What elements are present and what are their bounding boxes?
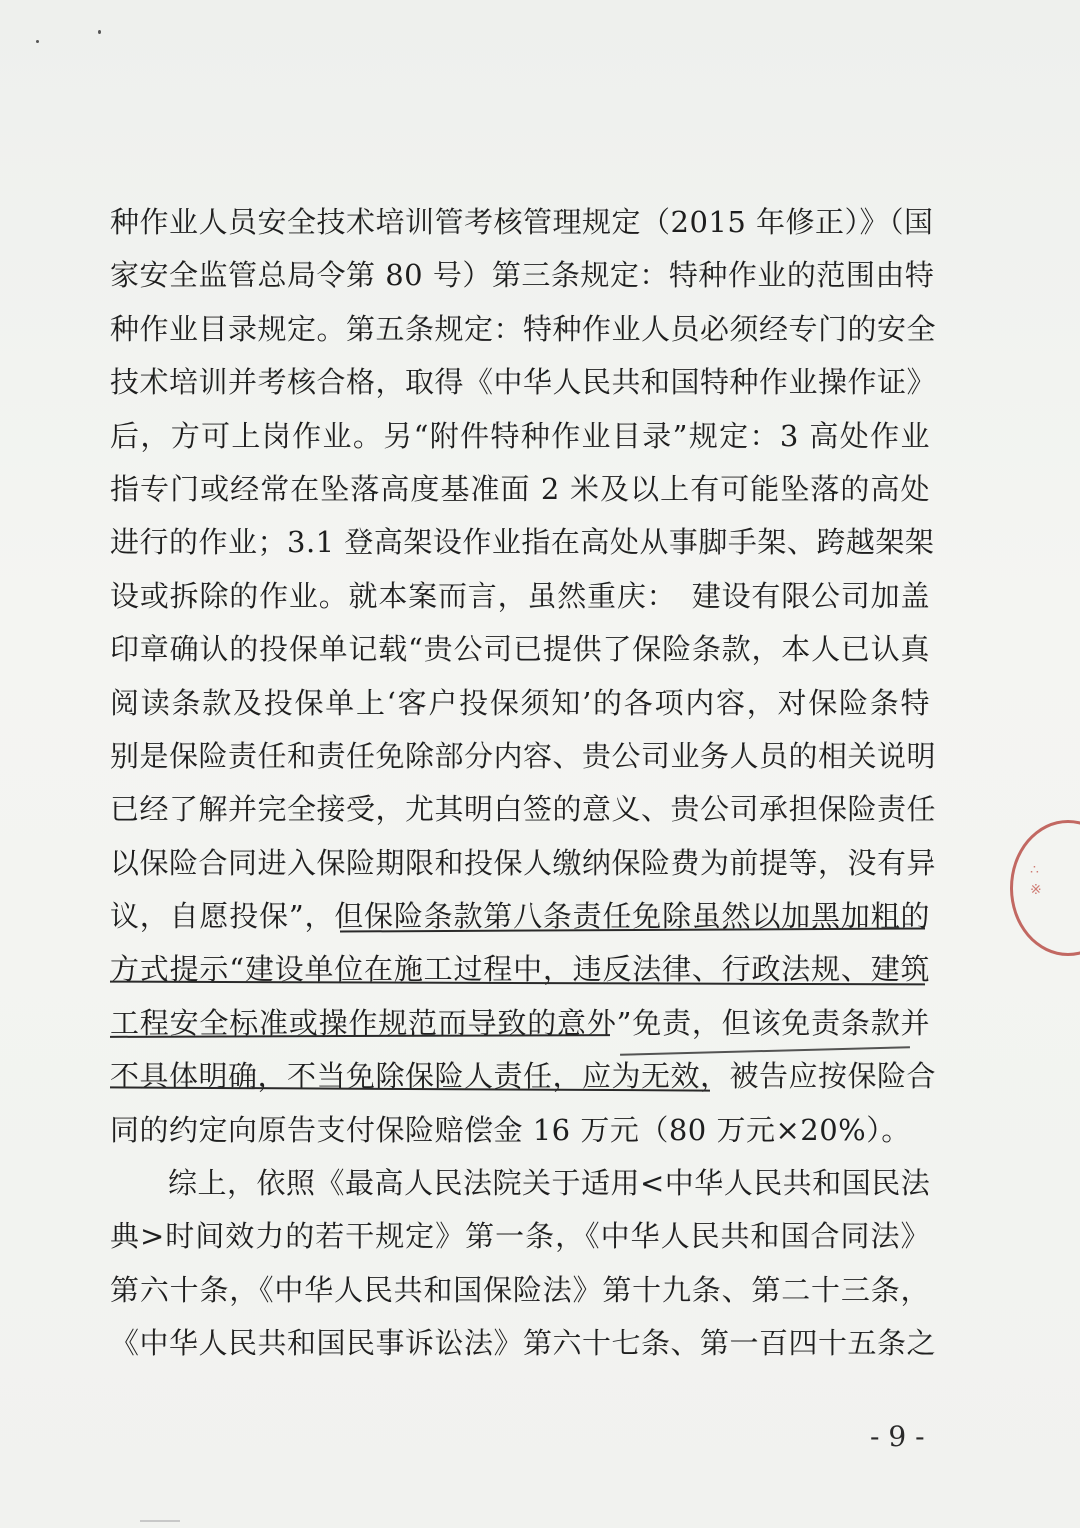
page-number: - 9 - (870, 1420, 925, 1453)
scan-speck (98, 30, 101, 34)
text-line: 议，自愿投保”，但保险条款第八条责任免除虽然以加黑加粗的 (110, 899, 930, 934)
text-line: 方式提示“建设单位在施工过程中，违反法律、行政法规、建筑 (110, 952, 930, 987)
text-line: 同的约定向原告支付保险赔偿金 16 万元（80 万元×20%）。 (110, 1112, 911, 1147)
text-line: 后，方可上岗作业。另“附件特种作业目录”规定：3 高处作业 (110, 418, 930, 453)
text-line: 家安全监管总局令第 80 号）第三条规定：特种作业的范围由特 (110, 258, 935, 293)
text-line: 不具体明确，不当免除保险人责任，应为无效，被告应按保险合 (110, 1059, 937, 1094)
seal-stamp (1010, 820, 1080, 956)
text-line: 指专门或经常在坠落高度基准面 2 米及以上有可能坠落的高处 (110, 471, 930, 506)
text-line: 印章确认的投保单记载“贵公司已提供了保险条款，本人已认真 (110, 632, 930, 667)
text-line: 典>时间效力的若干规定》第一条，《中华人民共和国合同法》 (110, 1219, 930, 1254)
scan-edge-mark (140, 1520, 180, 1522)
body-text (110, 196, 937, 1371)
text-line: 设或拆除的作业。就本案而言，虽然重庆： 建设有限公司加盖 (110, 578, 930, 613)
text-line: 第六十条，《中华人民共和国保险法》第十九条、第二十三条， (110, 1272, 930, 1307)
text-line: 种作业目录规定。第五条规定：特种作业人员必须经专门的安全 (110, 311, 937, 346)
text-line: 进行的作业；3.1 登高架设作业指在高处从事脚手架、跨越架架 (110, 525, 935, 560)
text-line: 工程安全标准或操作规范而导致的意外”免责，但该免责条款并 (110, 1005, 930, 1040)
seal-stamp-mark: ∴ ※ (1030, 862, 1042, 898)
text-line: 阅读条款及投保单上‘客户投保须知’的各项内容，对保险条特 (110, 685, 930, 720)
scan-speck (36, 40, 39, 43)
text-line: 《中华人民共和国民事诉讼法》第六十七条、第一百四十五条之 (110, 1326, 937, 1361)
text-line: 技术培训并考核合格，取得《中华人民共和国特种作业操作证》 (110, 365, 937, 400)
text-line: 以保险合同进入保险期限和投保人缴纳保险费为前提等，没有异 (110, 845, 937, 880)
text-line: 已经了解并完全接受，尤其明白签的意义、贵公司承担保险责任 (110, 792, 937, 827)
text-line: 综上，依照《最高人民法院关于适用<中华人民共和国民法 (168, 1166, 931, 1201)
text-line: 别是保险责任和责任免除部分内容、贵公司业务人员的相关说明 (110, 738, 937, 773)
text-line: 种作业人员安全技术培训管考核管理规定（2015 年修正）》（国 (110, 205, 934, 239)
